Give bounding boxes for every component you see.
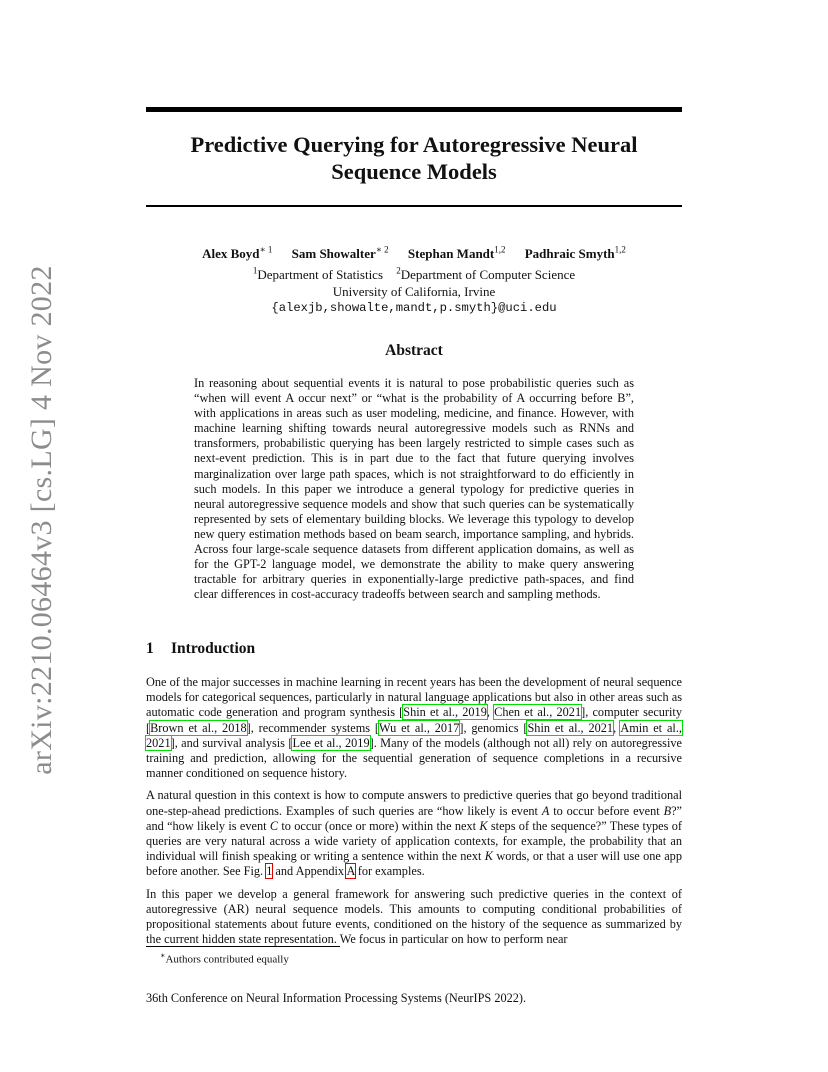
author-emails: {alexjb,showalte,mandt,p.smyth}@uci.edu — [271, 301, 557, 316]
intro-paragraph-2: A natural question in this context is how to compute answers to predictive queries that go beyond traditional one-step-ahead predictions. Examples of such queries are “how likely is event A to occur before event B?” and “how likely is event C to occur (once or more) within the next K steps of the sequence?” These types of queries are very natural across a wide variety of application contexts, for example, the probability that an individual will finish speaking or writing a sentence within the next K words, or that a user will use one app before another. See Fig. 1 and Appendix A for examples. — [146, 788, 682, 879]
figure-reference-link[interactable]: 1 — [266, 864, 273, 879]
citation-link[interactable]: Shin et al., 2019 — [403, 705, 487, 720]
author-list — [146, 242, 682, 263]
citation-link[interactable]: Brown et al., 2018 — [150, 720, 247, 735]
paper-title — [146, 131, 682, 185]
affiliation-2: $^2$Department of Computer Science — [396, 265, 576, 283]
title-line-1: Predictive Querying for Autoregressive Neural — [190, 132, 638, 157]
footnote-rule — [146, 946, 340, 947]
title-top-rule — [146, 107, 682, 112]
affiliation-1: $^1$Department of Statistics — [252, 265, 384, 283]
arxiv-identifier-stamp: arXiv:2210.06464v3 [cs.LG] 4 Nov 2022 — [25, 265, 58, 775]
math-variable: K — [484, 849, 493, 864]
appendix-reference-link[interactable]: A — [346, 864, 355, 879]
department-affiliations — [146, 263, 682, 284]
citation-link[interactable]: Chen et al., 2021 — [494, 705, 582, 720]
intro-paragraph-1: One of the major successes in machine learning in recent years has been the development of neural sequence models for categorical sequences, particularly in natural language applications but also in other areas such as automatic code generation and program synthesis [Shin et al., 2019, Chen et al., 2021], computer security [Brown et al., 2018], recommender systems [Wu et al., 2017], genomics [Shin et al., 2021, Amin et al., 2021], and survival analysis [Lee et al., 2019]. Many of the models (although not all) rely on autoregressive training and prediction, allowing for the sequential generation of sequence completions in a recursive manner conditioned on sequence history. — [146, 675, 682, 781]
authors-block — [146, 242, 682, 317]
title-line-2: Sequence Models — [331, 159, 497, 184]
math-variable: K — [479, 818, 488, 833]
citation-link[interactable]: Wu et al., 2017 — [379, 720, 460, 735]
math-variable: C — [269, 818, 279, 833]
citation-link[interactable]: Shin et al., 2021 — [527, 720, 614, 735]
section-title: Introduction — [171, 640, 256, 657]
abstract-text: In reasoning about sequential events it is natural to pose probabilistic queries such as “when will event A occur next” or “what is the probability of A occurring before B”, with applications in areas such as user modeling, medicine, and finance. However, with machine learning shifting towards neural autoregressive models such as RNNs and transformers, probabilistic querying has been largely restricted to simple cases such as next-event prediction. This is in part due to the fact that future querying involves marginalization over large path spaces, which is not straightforward to do efficiently in such models. In this paper we introduce a general typology for predictive queries in neural autoregressive sequence models and show that such queries can be systematically represented by sets of elementary building blocks. We leverage this typology to develop new query estimation methods based on beam search, importance sampling, and hybrids. Across four large-scale sequence datasets from different application domains, as well as for the GPT-2 language model, we demonstrate the ability to make query answering tractable for arbitrary queries in exponentially-large predictive path-spaces, and find clear differences in cost-accuracy tradeoffs between search and sampling methods. — [194, 376, 634, 602]
citation-link[interactable]: Amin et al., 2021 — [146, 720, 682, 750]
author-3: Stephan Mandt$^{1,2}$ — [407, 245, 506, 262]
citation-link[interactable]: Lee et al., 2019 — [292, 735, 370, 750]
intro-paragraph-3: In this paper we develop a general framework for answering such predictive queries in the context of autoregressive (AR) neural sequence models. This amounts to computing conditional probabilities of propositional statements about future events, conditioned on the history of the sequence as summarized by the current hidden state representation. We focus in particular on how to perform near — [146, 886, 682, 947]
math-variable: B — [663, 803, 672, 818]
math-variable: A — [541, 803, 550, 818]
author-2: Sam Showalter$^{∗ 2}$ — [291, 245, 389, 262]
conference-venue: 36th Conference on Neural Information Processing Systems (NeurIPS 2022). — [146, 991, 527, 1005]
author-1: Alex Boyd$^{∗ 1}$ — [202, 245, 273, 262]
section-heading-introduction — [146, 640, 255, 658]
footnote: ∗Authors contributed equally — [160, 951, 289, 966]
author-4: Padhraic Smyth$^{1,2}$ — [524, 245, 626, 262]
title-bottom-rule — [146, 205, 682, 207]
section-number: 1 — [146, 640, 154, 657]
abstract-heading: Abstract — [385, 342, 443, 359]
university-name: University of California, Irvine — [332, 283, 496, 299]
introduction-body — [146, 675, 682, 954]
